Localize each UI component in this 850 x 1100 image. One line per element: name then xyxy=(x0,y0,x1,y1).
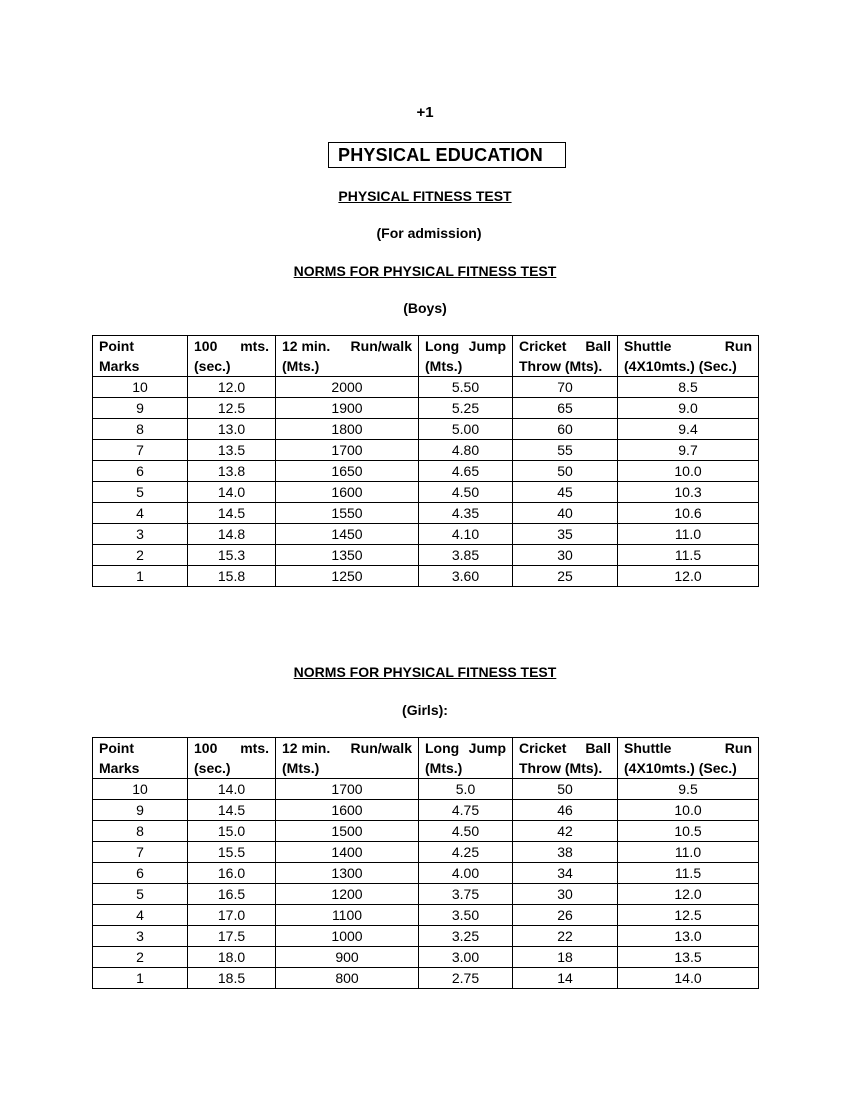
column-header-part: Long xyxy=(425,740,460,756)
table-cell: 14 xyxy=(513,968,618,989)
table-cell: 12.0 xyxy=(618,566,759,587)
column-header-part: (Mts.) xyxy=(282,358,320,374)
column-header-part: Point xyxy=(99,338,134,354)
purpose-note: (For admission) xyxy=(376,225,482,241)
column-header-part: Run xyxy=(724,338,752,354)
table-cell: 9.0 xyxy=(618,398,759,419)
table-cell: 1400 xyxy=(276,842,419,863)
table-cell: 10.6 xyxy=(618,503,759,524)
table-cell: 6 xyxy=(93,461,188,482)
table-cell: 4.65 xyxy=(419,461,513,482)
table-cell: 65 xyxy=(513,398,618,419)
table-cell: 3 xyxy=(93,926,188,947)
column-header-part: Ball xyxy=(585,338,611,354)
table-cell: 5 xyxy=(93,482,188,503)
table-row xyxy=(93,905,759,926)
column-header-part: mts. xyxy=(240,740,269,756)
table-cell: 25 xyxy=(513,566,618,587)
table-cell: 3 xyxy=(93,524,188,545)
table-cell: 3.85 xyxy=(419,545,513,566)
boys-norms-table xyxy=(92,335,759,587)
table-cell: 14.0 xyxy=(188,779,276,800)
column-header-part: Run xyxy=(724,740,752,756)
column-header-part: 100 xyxy=(194,740,218,756)
table-cell: 13.0 xyxy=(188,419,276,440)
table-cell: 15.0 xyxy=(188,821,276,842)
table-cell: 12.0 xyxy=(618,884,759,905)
class-label: +1 xyxy=(416,104,434,121)
table-cell: 3.75 xyxy=(419,884,513,905)
table-row xyxy=(93,947,759,968)
table-cell: 1900 xyxy=(276,398,419,419)
table-cell: 6 xyxy=(93,863,188,884)
table-cell: 8 xyxy=(93,821,188,842)
table-cell: 1350 xyxy=(276,545,419,566)
table-row xyxy=(93,440,759,461)
column-header xyxy=(276,336,419,377)
column-header-part: (Mts.) xyxy=(425,760,463,776)
table-cell: 7 xyxy=(93,440,188,461)
table-row xyxy=(93,566,759,587)
table-cell: 9.7 xyxy=(618,440,759,461)
column-header-part: Point xyxy=(99,740,134,756)
table-cell: 50 xyxy=(513,461,618,482)
column-header-part: (Mts.) xyxy=(282,760,320,776)
table-cell: 18.0 xyxy=(188,947,276,968)
page-title: PHYSICAL EDUCATION xyxy=(328,142,566,168)
column-header xyxy=(188,336,276,377)
column-header-part: Jump xyxy=(468,338,506,354)
table-row xyxy=(93,398,759,419)
table-cell: 17.0 xyxy=(188,905,276,926)
table-row xyxy=(93,779,759,800)
table-header-row xyxy=(93,738,759,779)
table-cell: 2 xyxy=(93,947,188,968)
table-cell: 1200 xyxy=(276,884,419,905)
column-header xyxy=(93,336,188,377)
table-row xyxy=(93,482,759,503)
table-row xyxy=(93,419,759,440)
table-cell: 5.25 xyxy=(419,398,513,419)
table-cell: 10.0 xyxy=(618,800,759,821)
table-cell: 50 xyxy=(513,779,618,800)
table-cell: 18.5 xyxy=(188,968,276,989)
table-cell: 60 xyxy=(513,419,618,440)
table-cell: 15.5 xyxy=(188,842,276,863)
boys-label: (Boys) xyxy=(403,300,447,316)
subtitle: PHYSICAL FITNESS TEST xyxy=(338,188,512,204)
table-cell: 18 xyxy=(513,947,618,968)
table-row xyxy=(93,821,759,842)
column-header xyxy=(618,336,759,377)
boys-section-heading: NORMS FOR PHYSICAL FITNESS TEST xyxy=(293,263,557,279)
column-header xyxy=(419,738,513,779)
table-cell: 4.10 xyxy=(419,524,513,545)
table-cell: 45 xyxy=(513,482,618,503)
girls-section-heading: NORMS FOR PHYSICAL FITNESS TEST xyxy=(293,664,557,680)
column-header-part: 100 xyxy=(194,338,218,354)
table-cell: 1550 xyxy=(276,503,419,524)
column-header-part: 12 min. xyxy=(282,338,331,354)
table-cell: 15.8 xyxy=(188,566,276,587)
table-cell: 3.50 xyxy=(419,905,513,926)
table-cell: 3.25 xyxy=(419,926,513,947)
column-header-part: Run/walk xyxy=(350,740,412,756)
table-cell: 11.5 xyxy=(618,545,759,566)
table-cell: 4.50 xyxy=(419,821,513,842)
table-cell: 10 xyxy=(93,377,188,398)
column-header xyxy=(188,738,276,779)
column-header xyxy=(276,738,419,779)
table-row xyxy=(93,461,759,482)
table-row xyxy=(93,926,759,947)
table-cell: 4.75 xyxy=(419,800,513,821)
table-cell: 4.25 xyxy=(419,842,513,863)
column-header-part: Ball xyxy=(585,740,611,756)
table-cell: 15.3 xyxy=(188,545,276,566)
column-header-part: (sec.) xyxy=(194,358,231,374)
table-cell: 1500 xyxy=(276,821,419,842)
table-cell: 7 xyxy=(93,842,188,863)
table-cell: 9.5 xyxy=(618,779,759,800)
table-cell: 1650 xyxy=(276,461,419,482)
table-cell: 4.50 xyxy=(419,482,513,503)
column-header-part: (Mts.) xyxy=(425,358,463,374)
table-cell: 14.5 xyxy=(188,503,276,524)
table-cell: 2000 xyxy=(276,377,419,398)
table-cell: 17.5 xyxy=(188,926,276,947)
table-cell: 12.5 xyxy=(618,905,759,926)
table-cell: 5.0 xyxy=(419,779,513,800)
table-cell: 14.0 xyxy=(618,968,759,989)
table-cell: 4.35 xyxy=(419,503,513,524)
table-cell: 1 xyxy=(93,566,188,587)
table-row xyxy=(93,800,759,821)
table-cell: 1300 xyxy=(276,863,419,884)
table-cell: 4 xyxy=(93,905,188,926)
column-header xyxy=(618,738,759,779)
table-cell: 3.60 xyxy=(419,566,513,587)
table-cell: 34 xyxy=(513,863,618,884)
table-cell: 40 xyxy=(513,503,618,524)
girls-norms-table xyxy=(92,737,759,989)
table-cell: 42 xyxy=(513,821,618,842)
column-header-part: Marks xyxy=(99,358,140,374)
table-cell: 3.00 xyxy=(419,947,513,968)
table-cell: 11.0 xyxy=(618,524,759,545)
table-cell: 22 xyxy=(513,926,618,947)
table-cell: 8 xyxy=(93,419,188,440)
table-row xyxy=(93,863,759,884)
column-header-part: Cricket xyxy=(519,338,567,354)
table-cell: 12.0 xyxy=(188,377,276,398)
table-cell: 1700 xyxy=(276,779,419,800)
table-cell: 10.3 xyxy=(618,482,759,503)
table-row xyxy=(93,377,759,398)
table-cell: 16.0 xyxy=(188,863,276,884)
table-cell: 46 xyxy=(513,800,618,821)
table-cell: 2 xyxy=(93,545,188,566)
column-header-part: 12 min. xyxy=(282,740,331,756)
table-cell: 55 xyxy=(513,440,618,461)
table-cell: 10.0 xyxy=(618,461,759,482)
table-cell: 9 xyxy=(93,398,188,419)
table-cell: 8.5 xyxy=(618,377,759,398)
table-cell: 5.50 xyxy=(419,377,513,398)
table-cell: 30 xyxy=(513,545,618,566)
table-cell: 38 xyxy=(513,842,618,863)
table-cell: 9.4 xyxy=(618,419,759,440)
table-cell: 9 xyxy=(93,800,188,821)
table-header-row xyxy=(93,336,759,377)
table-cell: 11.0 xyxy=(618,842,759,863)
table-cell: 5 xyxy=(93,884,188,905)
table-cell: 4.00 xyxy=(419,863,513,884)
column-header-part: mts. xyxy=(240,338,269,354)
table-cell: 1000 xyxy=(276,926,419,947)
table-cell: 4 xyxy=(93,503,188,524)
column-header xyxy=(93,738,188,779)
table-cell: 1250 xyxy=(276,566,419,587)
table-cell: 13.8 xyxy=(188,461,276,482)
table-row xyxy=(93,842,759,863)
table-cell: 4.80 xyxy=(419,440,513,461)
column-header-part: Throw (Mts). xyxy=(519,358,603,374)
column-header-part: Jump xyxy=(468,740,506,756)
table-cell: 13.5 xyxy=(188,440,276,461)
table-cell: 1 xyxy=(93,968,188,989)
column-header-part: Run/walk xyxy=(350,338,412,354)
table-cell: 1600 xyxy=(276,800,419,821)
table-cell: 14.8 xyxy=(188,524,276,545)
table-cell: 5.00 xyxy=(419,419,513,440)
column-header-part: (sec.) xyxy=(194,760,231,776)
table-cell: 16.5 xyxy=(188,884,276,905)
column-header-part: (4X10mts.) (Sec.) xyxy=(624,760,737,776)
table-cell: 1100 xyxy=(276,905,419,926)
table-cell: 10 xyxy=(93,779,188,800)
table-cell: 1700 xyxy=(276,440,419,461)
table-cell: 900 xyxy=(276,947,419,968)
column-header xyxy=(513,738,618,779)
table-cell: 14.5 xyxy=(188,800,276,821)
column-header-part: Shuttle xyxy=(624,740,672,756)
girls-label: (Girls): xyxy=(402,702,448,718)
column-header-part: Long xyxy=(425,338,460,354)
column-header-part: Marks xyxy=(99,760,140,776)
table-cell: 30 xyxy=(513,884,618,905)
table-row xyxy=(93,968,759,989)
table-cell: 12.5 xyxy=(188,398,276,419)
table-row xyxy=(93,545,759,566)
table-cell: 13.5 xyxy=(618,947,759,968)
table-cell: 13.0 xyxy=(618,926,759,947)
table-row xyxy=(93,503,759,524)
table-cell: 1800 xyxy=(276,419,419,440)
table-cell: 35 xyxy=(513,524,618,545)
table-cell: 1450 xyxy=(276,524,419,545)
column-header-part: (4X10mts.) (Sec.) xyxy=(624,358,737,374)
table-row xyxy=(93,524,759,545)
column-header xyxy=(513,336,618,377)
table-row xyxy=(93,884,759,905)
table-cell: 70 xyxy=(513,377,618,398)
column-header-part: Cricket xyxy=(519,740,567,756)
table-cell: 26 xyxy=(513,905,618,926)
table-cell: 800 xyxy=(276,968,419,989)
column-header-part: Throw (Mts). xyxy=(519,760,603,776)
column-header-part: Shuttle xyxy=(624,338,672,354)
table-cell: 11.5 xyxy=(618,863,759,884)
table-cell: 10.5 xyxy=(618,821,759,842)
table-cell: 1600 xyxy=(276,482,419,503)
table-cell: 2.75 xyxy=(419,968,513,989)
table-cell: 14.0 xyxy=(188,482,276,503)
column-header xyxy=(419,336,513,377)
